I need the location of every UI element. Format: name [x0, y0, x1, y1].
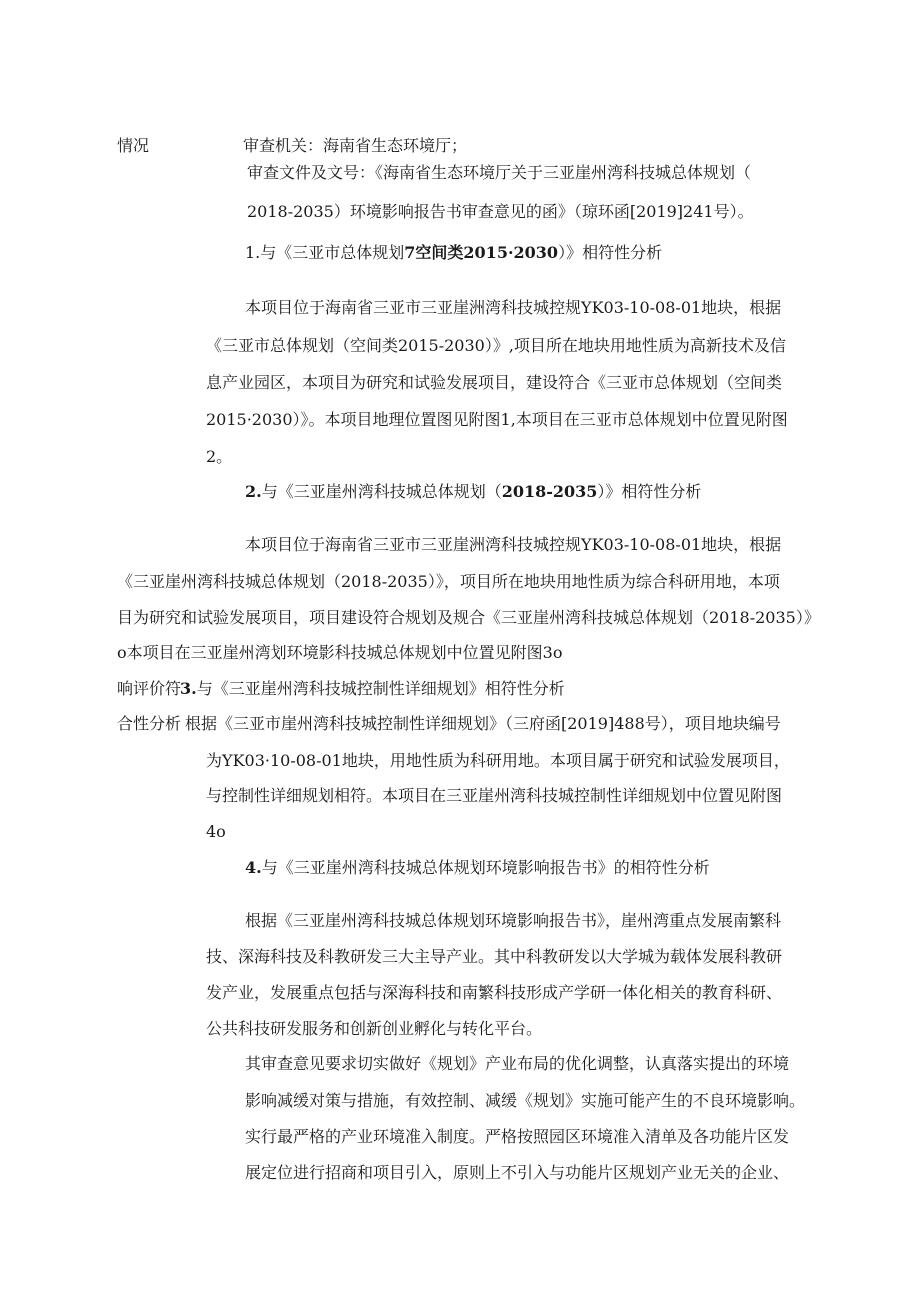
- section-2-para-line: 目为研究和试验发展项目，项目建设符合规划及规合《三亚崖州湾科技城总体规划（2018-2035）》: [117, 608, 820, 627]
- review-doc-line-1: 审查文件及文号：《海南省生态环境厅关于三亚崖州湾科技城总体规划（: [247, 163, 752, 182]
- section-3-heading: [180, 679, 565, 699]
- section-1-heading: [245, 243, 662, 263]
- section-2-para-line: o本项目在三亚崖州湾划环境影科技城总体规划中位置见附图3o: [117, 643, 563, 662]
- section-1-heading-suffix: ）》相符性分析: [558, 243, 663, 262]
- section-2-heading-number: 2.: [245, 482, 262, 501]
- section-1-para-line: 2015·2030）》。本项目地理位置图见附图1,本项目在三亚市总体规划中位置见附图: [206, 410, 788, 429]
- section-1-para-line: 《三亚市总体规划（空间类2015-2030）》,项目所在地块用地性质为高新技术及信: [206, 336, 786, 355]
- section-4-para-line: 公共科技研发服务和创新创业孵化与转化平台。: [206, 1019, 543, 1038]
- section-1-heading-prefix: 1.与《三亚市总体规划: [245, 243, 405, 262]
- section-4-heading-text: 与《三亚崖州湾科技城总体规划环境影响报告书》的相符性分析: [261, 858, 710, 877]
- left-label-conformity-1: 响评价符: [117, 679, 182, 698]
- section-3-para-line: 4o: [206, 822, 226, 841]
- section-1-para-line: 2。: [206, 447, 233, 466]
- review-organ: 审查机关：海南省生态环境厅；: [243, 136, 468, 155]
- section-2-heading-mid: 与《三亚崖州湾科技城总体规划（: [261, 482, 502, 501]
- left-label-situation: 情况: [117, 136, 150, 155]
- section-2-heading: [245, 482, 701, 502]
- section-2-para-line: 本项目位于海南省三亚市三亚崖洲湾科技城控规YK03-10-08-01地块，根据: [245, 535, 782, 554]
- section-3-heading-text: 与《三亚崖州湾科技城控制性详细规划》相符性分析: [196, 679, 565, 698]
- section-1-para-line: 本项目位于海南省三亚市三亚崖洲湾科技城控规YK03-10-08-01地块，根据: [245, 298, 782, 317]
- section-1-heading-bold: 7空间类2015·2030: [404, 243, 559, 262]
- section-4-para-line: 技、深海科技及科教研发三大主导产业。其中科教研发以大学城为载体发展科教研: [206, 947, 783, 966]
- review-doc-line-2: 2018-2035）环境影响报告书审查意见的函》（琼环函[2019]241号）。: [247, 202, 754, 221]
- section-2-para-line: 《三亚崖州湾科技城总体规划（2018-2035）》，项目所在地块用地性质为综合科研用地，本项: [117, 572, 780, 591]
- section-3-heading-number: 3.: [180, 679, 197, 698]
- section-2-heading-suffix: ）》相符性分析: [597, 482, 702, 501]
- section-4-para-line: 影响减缓对策与措施，有效控制、减缓《规划》实施可能产生的不良环境影响。: [245, 1091, 806, 1110]
- section-4-heading: [245, 858, 710, 878]
- section-3-para-line: 根据《三亚市崖州湾科技城控制性详细规划》（三府函[2019]488号），项目地块编号: [185, 714, 781, 733]
- left-label-conformity-2: 合性分析: [117, 714, 182, 733]
- section-4-para-line: 实行最严格的产业环境准入制度。严格按照园区环境准入清单及各功能片区发: [245, 1127, 790, 1146]
- section-4-para-line: 根据《三亚崖州湾科技城总体规划环境影响报告书》，崖州湾重点发展南繁科: [245, 911, 782, 930]
- section-4-heading-number: 4.: [245, 858, 262, 877]
- section-4-para-line: 其审查意见要求切实做好《规划》产业布局的优化调整，认真落实提出的环境: [245, 1054, 790, 1073]
- section-4-para-line: 展定位进行招商和项目引入，原则上不引入与功能片区规划产业无关的企业、: [245, 1163, 790, 1182]
- section-3-para-line: 为YK03·10-08-01地块，用地性质为科研用地。本项目属于研究和试验发展项目，: [206, 751, 790, 770]
- section-4-para-line: 发产业，发展重点包括与深海科技和南繁科技形成产学研一体化相关的教育科研、: [206, 983, 783, 1002]
- section-3-para-line: 与控制性详细规划相符。本项目在三亚崖州湾科技城控制性详细规划中位置见附图: [206, 786, 783, 805]
- section-2-heading-bold: 2018-2035: [501, 482, 598, 501]
- section-1-para-line: 息产业园区，本项目为研究和试验发展项目，建设符合《三亚市总体规划（空间类: [206, 373, 783, 392]
